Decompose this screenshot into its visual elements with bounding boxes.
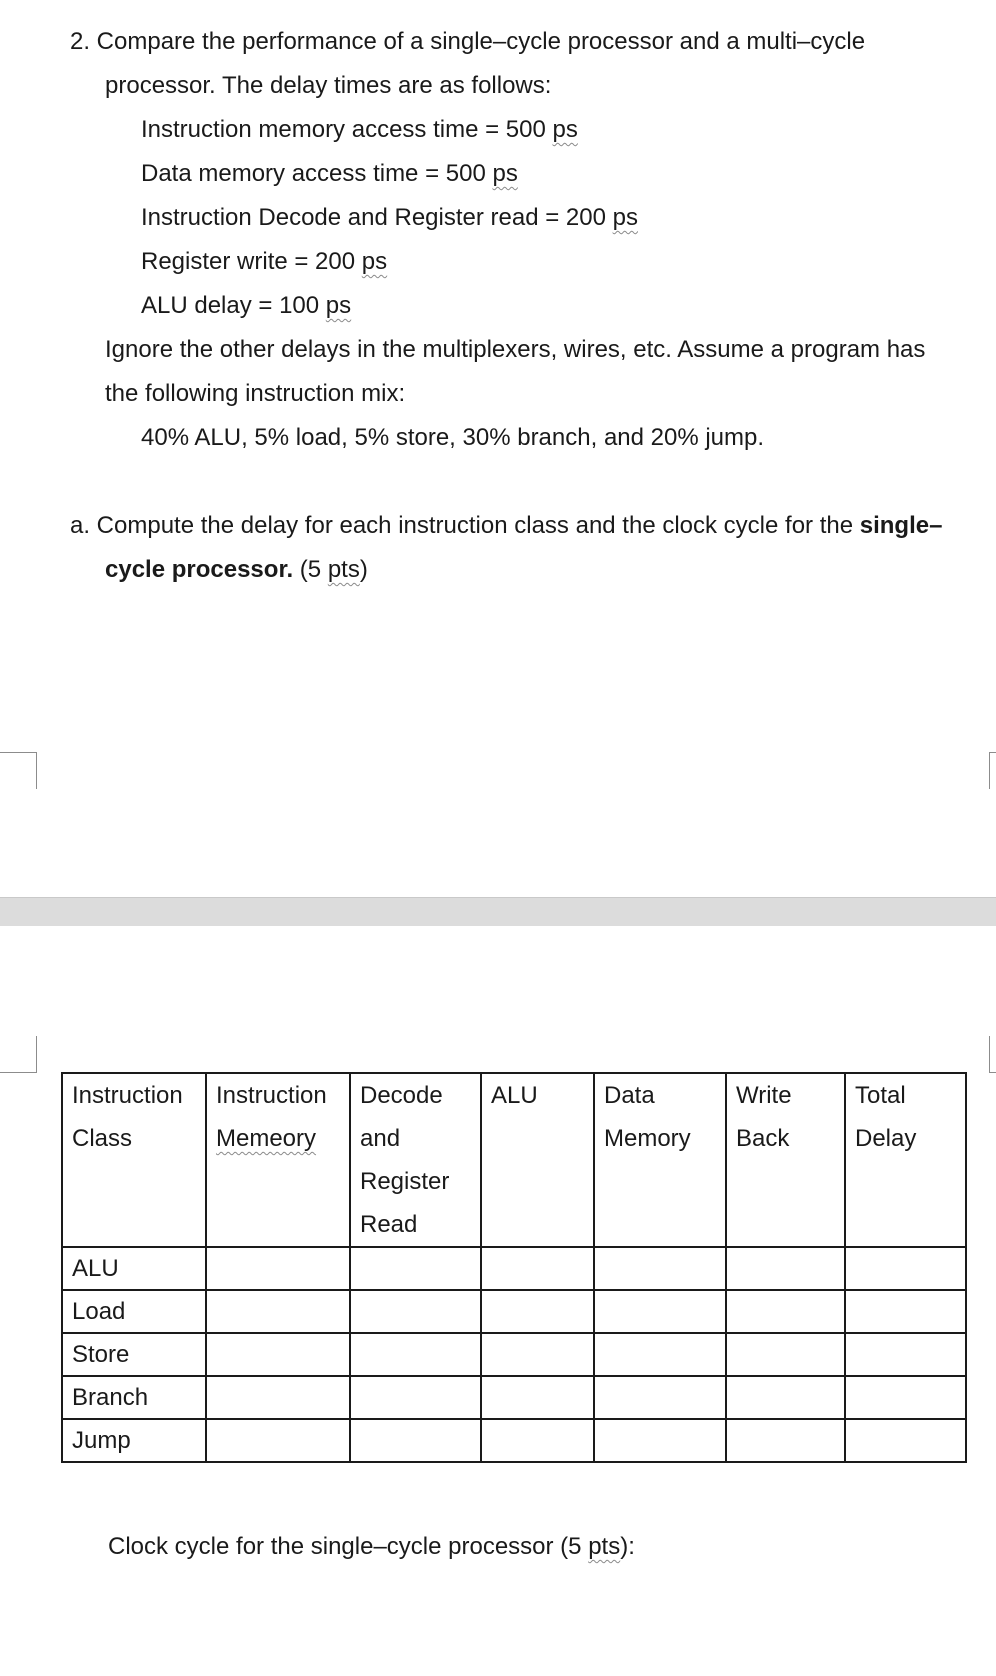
cell-write-back[interactable] [726, 1290, 845, 1333]
cell-data-memory[interactable] [594, 1290, 726, 1333]
header-text: Register [360, 1168, 450, 1195]
cell-write-back[interactable] [726, 1333, 845, 1376]
row-label: Jump [62, 1419, 206, 1462]
table-row-branch [62, 1376, 966, 1419]
header-text: Class [72, 1125, 133, 1152]
header-text: Total [855, 1082, 906, 1109]
delay-instruction-memory [141, 115, 578, 145]
delay-unit: ps [612, 204, 638, 231]
part-a-points-close: ) [359, 556, 368, 583]
cell-instruction-memory[interactable] [206, 1333, 350, 1376]
header-text: ALU [491, 1082, 538, 1109]
clock-prefix: Clock cycle for the single–cycle processor (5 [108, 1533, 589, 1560]
row-label: Load [62, 1290, 206, 1333]
cell-decode-register-read[interactable] [350, 1290, 481, 1333]
cell-instruction-memory[interactable] [206, 1290, 350, 1333]
header-write-back [726, 1073, 845, 1247]
delay-label: ALU delay = 100 [141, 292, 326, 319]
page-corner-mark-top-right [989, 1036, 996, 1073]
clock-points-word: pts [588, 1533, 621, 1560]
header-text: and [360, 1125, 401, 1152]
cell-alu[interactable] [481, 1247, 594, 1290]
row-label: Store [62, 1333, 206, 1376]
delay-unit: ps [492, 160, 518, 187]
header-data-memory [594, 1073, 726, 1247]
cell-instruction-memory[interactable] [206, 1376, 350, 1419]
cell-data-memory[interactable] [594, 1376, 726, 1419]
ignore-line-1: Ignore the other delays in the multiplexers, wires, etc. Assume a program has [105, 336, 926, 363]
instruction-mix: 40% ALU, 5% load, 5% store, 30% branch, and 20% jump. [141, 424, 765, 451]
header-text: Decode [360, 1082, 443, 1109]
table-row-jump [62, 1419, 966, 1462]
delay-unit: ps [361, 248, 388, 275]
cell-total-delay[interactable] [845, 1333, 966, 1376]
header-text: Instruction [216, 1082, 327, 1109]
cell-total-delay[interactable] [845, 1376, 966, 1419]
part-a-bold-2: cycle processor. [105, 556, 294, 583]
cell-alu[interactable] [481, 1290, 594, 1333]
cell-alu[interactable] [481, 1333, 594, 1376]
page-break-gap [0, 897, 996, 928]
delay-label: Instruction Decode and Register read = 200 [141, 204, 613, 231]
cell-alu[interactable] [481, 1419, 594, 1462]
delay-label: Data memory access time = 500 [141, 160, 493, 187]
delay-unit: ps [325, 292, 352, 319]
header-decode-register-read [350, 1073, 481, 1247]
cell-decode-register-read[interactable] [350, 1419, 481, 1462]
cell-total-delay[interactable] [845, 1419, 966, 1462]
part-a-prefix: a. Compute the delay for each instruction class and the clock cycle for the [70, 512, 860, 539]
header-text: Read [360, 1211, 418, 1238]
header-instruction-memory [206, 1073, 350, 1247]
cell-write-back[interactable] [726, 1376, 845, 1419]
cell-data-memory[interactable] [594, 1333, 726, 1376]
delay-decode-register-read [141, 203, 638, 233]
cell-write-back[interactable] [726, 1419, 845, 1462]
cell-decode-register-read[interactable] [350, 1333, 481, 1376]
header-text: Instruction [72, 1082, 183, 1109]
page-corner-mark-bottom-left [0, 752, 37, 789]
cell-instruction-memory[interactable] [206, 1247, 350, 1290]
page-corner-mark-bottom-right [989, 752, 996, 789]
cell-total-delay[interactable] [845, 1247, 966, 1290]
question-intro-line-2: processor. The delay times are as follows: [105, 72, 552, 99]
clock-cycle-prompt [108, 1532, 635, 1562]
header-instruction-class [62, 1073, 206, 1247]
delay-label: Register write = 200 [141, 248, 362, 275]
table-header-row [62, 1073, 966, 1247]
part-a-bold-1: single– [859, 512, 943, 539]
table-row-alu [62, 1247, 966, 1290]
delay-unit: ps [552, 116, 578, 143]
cell-total-delay[interactable] [845, 1290, 966, 1333]
cell-decode-register-read[interactable] [350, 1247, 481, 1290]
delay-alu [141, 291, 351, 321]
delay-table [61, 1072, 967, 1463]
row-label: Branch [62, 1376, 206, 1419]
part-a-line-2 [105, 555, 368, 585]
clock-suffix: ): [620, 1533, 635, 1560]
cell-data-memory[interactable] [594, 1247, 726, 1290]
cell-write-back[interactable] [726, 1247, 845, 1290]
part-a-line-1 [70, 511, 942, 541]
ignore-line-2: the following instruction mix: [105, 380, 406, 407]
header-total-delay [845, 1073, 966, 1247]
header-text: Delay [855, 1125, 917, 1152]
cell-decode-register-read[interactable] [350, 1376, 481, 1419]
header-text: Write [736, 1082, 792, 1109]
table-row-load [62, 1290, 966, 1333]
part-a-points-open: (5 [293, 556, 328, 583]
page-corner-mark-top-left [0, 1036, 37, 1073]
cell-instruction-memory[interactable] [206, 1419, 350, 1462]
delay-register-write [141, 247, 387, 277]
row-label: ALU [62, 1247, 206, 1290]
header-text: Memeory [216, 1125, 317, 1152]
header-text: Back [736, 1125, 790, 1152]
delay-label: Instruction memory access time = 500 [141, 116, 553, 143]
cell-alu[interactable] [481, 1376, 594, 1419]
table-row-store [62, 1333, 966, 1376]
part-a-points-word: pts [327, 556, 360, 583]
header-alu [481, 1073, 594, 1247]
header-text: Data [604, 1082, 655, 1109]
header-text: Memory [604, 1125, 691, 1152]
cell-data-memory[interactable] [594, 1419, 726, 1462]
question-intro-line-1: 2. Compare the performance of a single–cycle processor and a multi–cycle [70, 28, 866, 55]
delay-data-memory [141, 159, 518, 189]
